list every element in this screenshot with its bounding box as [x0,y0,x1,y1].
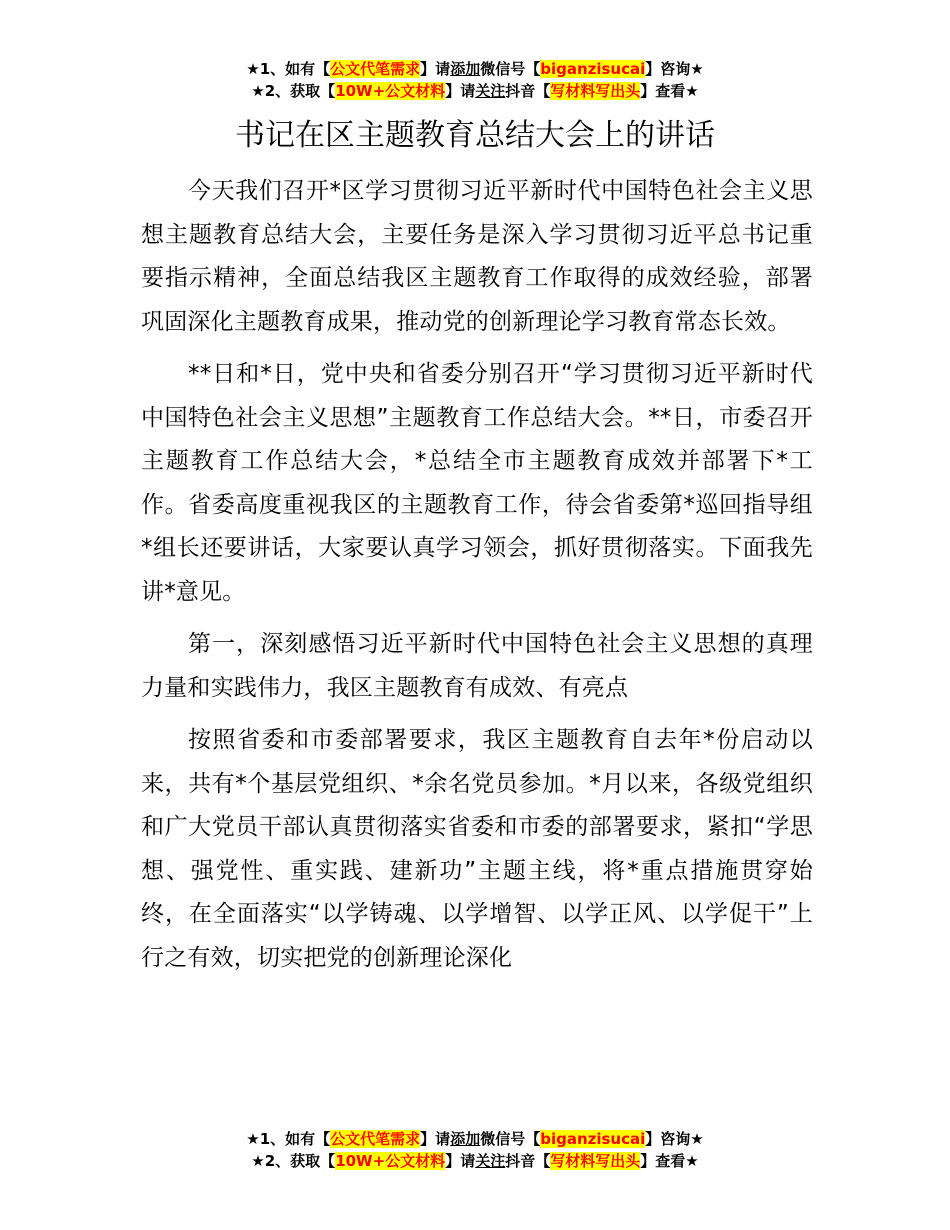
paragraph-2: **日和*日，党中央和省委分别召开“学习贯彻习近平新时代中国特色社会主义思想”主题教育工作总结大会。**日，市委召开主题教育工作总结大会，*总结全市主题教育成效并部署下*工作。省委高度重视我区的主题教育工作，待会省委第*巡回指导组*组长还要讲话，大家要认真学习领会，抓好贯彻落实。下面我先讲*意见。 [141,361,813,605]
highlight-materials: 10W+公文材料 [335,1152,446,1170]
highlight-service: 公文代笔需求 [330,1130,421,1148]
emphasis-add: 添加 [450,1130,481,1148]
highlight-wechat-id: biganzisucai [540,1130,646,1148]
highlight-douyin-name: 写材料写出头 [550,1152,641,1170]
header-banner-line-1: ★1、如有【公文代笔需求】请添加微信号【biganzisucai】咨询★ [246,60,704,78]
emphasis-follow: 关注 [475,82,506,100]
emphasis-follow: 关注 [475,1152,506,1170]
paragraph-3-section-heading: 第一，深刻感悟习近平新时代中国特色社会主义思想的真理力量和实践伟力，我区主题教育有成效、有亮点 [141,631,813,701]
footer-banner-line-1: ★1、如有【公文代笔需求】请添加微信号【biganzisucai】咨询★ [246,1130,704,1148]
paragraph-1: 今天我们召开*区学习贯彻习近平新时代中国特色社会主义思想主题教育总结大会，主要任务是深入学习贯彻习近平总书记重要指示精神，全面总结我区主题教育工作取得的成效经验，部署巩固深化主题教育成果，推动党的创新理论学习教育常态长效。 [141,178,813,335]
document-title: 书记在区主题教育总结大会上的讲话 [235,118,715,153]
highlight-douyin-name: 写材料写出头 [550,82,641,100]
paragraph-4: 按照省委和市委部署要求，我区主题教育自去年*份启动以来，共有*个基层党组织、*余名党员参加。*月以来，各级党组织和广大党员干部认真贯彻落实省委和市委的部署要求，紧扣“学思想、强党性、重实践、建新功”主题主线，将*重点措施贯穿始终，在全面落实“以学铸魂、以学增智、以学正风、以学促干”上行之有效，切实把党的创新理论深化 [141,727,813,971]
highlight-service: 公文代笔需求 [330,60,421,78]
document-body [141,170,813,989]
highlight-materials: 10W+公文材料 [335,82,446,100]
emphasis-add: 添加 [450,60,481,78]
highlight-wechat-id: biganzisucai [540,60,646,78]
footer-banner-line-2: ★2、获取【10W+公文材料】请关注抖音【写材料写出头】查看★ [251,1152,699,1170]
header-banner [0,58,950,102]
header-banner-line-2: ★2、获取【10W+公文材料】请关注抖音【写材料写出头】查看★ [251,82,699,100]
footer-banner [0,1128,950,1172]
